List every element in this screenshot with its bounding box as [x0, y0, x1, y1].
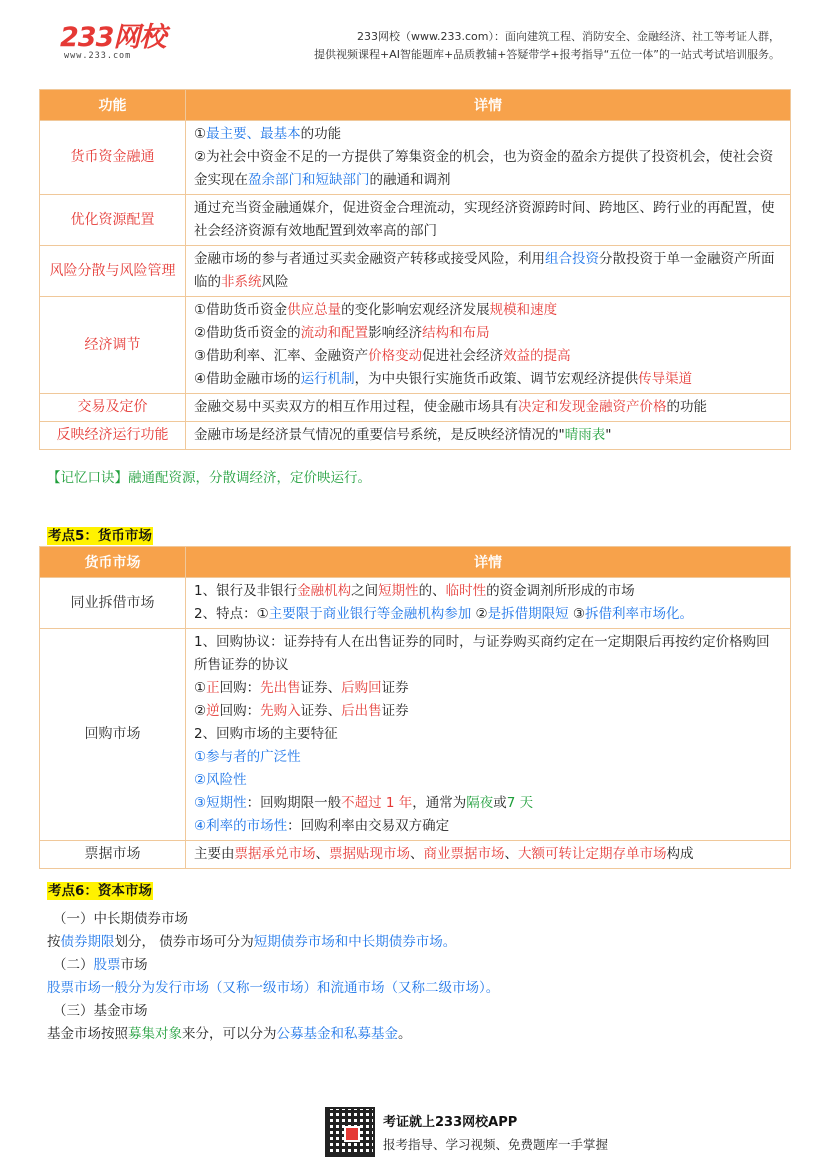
detail-line [194, 322, 782, 345]
kp6-line1 [47, 931, 787, 954]
text-segment: 证券、 [300, 703, 342, 719]
money-market-table [39, 546, 791, 869]
detail-line [194, 700, 782, 723]
text-segment: ① [194, 126, 207, 142]
detail-line [194, 299, 782, 322]
row-label: 经济调节 [40, 297, 186, 394]
text-segment: ①参与者的广泛性 [194, 749, 301, 765]
kp6-line2 [47, 977, 787, 1000]
text-segment: 回购： [219, 680, 261, 696]
table-row [40, 195, 791, 246]
detail-line [194, 843, 782, 866]
detail-line [194, 769, 782, 792]
text-segment: 的融通和调剂 [369, 172, 451, 188]
text-segment: ，为中央银行实施货币政策、调节宏观经济提供 [354, 371, 639, 387]
row-label: 货币资金融通 [40, 121, 186, 195]
detail-line [194, 677, 782, 700]
text-segment: 的、 [418, 583, 446, 599]
text-segment: 传导渠道 [638, 371, 693, 387]
header-desc-line2: 提供视频课程+AI智能题库+品质教辅+答疑带学+报考指导“五位一体”的一站式考试培训服务。 [313, 48, 780, 61]
text-segment: ②借助货币资金的 [194, 325, 301, 341]
row-label: 同业拆借市场 [40, 578, 186, 629]
text-segment: 风险 [261, 274, 289, 290]
text-segment: 或 [493, 795, 507, 811]
row-detail [186, 297, 791, 394]
brand-logo[interactable] [60, 24, 200, 64]
text-segment: 价格变动 [368, 348, 423, 364]
col-header-market: 货币市场 [40, 547, 186, 578]
text-segment: " [605, 427, 612, 443]
row-detail [186, 246, 791, 297]
text-segment: ③ [194, 795, 207, 811]
col-header-detail: 详情 [186, 90, 791, 121]
detail-line [194, 723, 782, 746]
text-segment: 金融市场的参与者通过买卖金融资产转移或接受风险，利用 [194, 251, 545, 267]
row-detail [186, 578, 791, 629]
money-market-table-body [40, 578, 791, 869]
text-segment: ②风险性 [194, 772, 247, 788]
header-desc-line1: 233网校（www.233.com）：面向建筑工程、消防安全、金融经济、社工等考证人群， [357, 30, 780, 43]
qr-code-icon[interactable] [325, 1107, 375, 1157]
text-segment: 隔夜 [466, 795, 494, 811]
text-segment: ③借助利率、汇率、金融资产 [194, 348, 369, 364]
text-segment: 股票市场一般分为发行市场（又称一级市场）和流通市场（又称二级市场）。 [47, 980, 500, 996]
text-segment: 2、特点：① [194, 606, 269, 622]
text-segment: 、 [410, 846, 424, 862]
text-segment: 主要限于商业银行等金融机构参加 [268, 606, 472, 622]
text-segment: 组合投资 [545, 251, 599, 267]
text-segment: 分散投资于单一金融资产所面临的 [194, 251, 775, 290]
text-segment: ①借助货币资金 [194, 302, 288, 318]
text-segment: 主要由 [194, 846, 235, 862]
text-segment: ② [471, 606, 488, 622]
text-segment: 回购： [219, 703, 261, 719]
row-detail [186, 394, 791, 422]
text-segment: 1、银行及非银行 [194, 583, 298, 599]
col-header-function: 功能 [40, 90, 186, 121]
text-segment: 、 [504, 846, 518, 862]
text-segment: 票据承兑市场 [234, 846, 316, 862]
row-label: 交易及定价 [40, 394, 186, 422]
text-segment: 正 [206, 680, 220, 696]
text-segment: ③ [568, 606, 586, 622]
text-segment: 先购入 [260, 703, 301, 719]
kp6-title: 考点6：资本市场 [48, 883, 152, 899]
text-segment: ：回购利率由交易双方确定 [287, 818, 450, 834]
detail-line [194, 368, 782, 391]
capital-market-section [47, 908, 787, 1046]
text-segment: ②为社会中资金不足的一方提供了筹集资金的机会，也为资金的盈余方提供了投资机会，使社会资金实现在 [194, 149, 774, 188]
kp6-sub2 [47, 954, 787, 977]
text-segment: 的功能 [300, 126, 342, 142]
text-segment: 的资金调剂所形成的市场 [486, 583, 635, 599]
row-detail [186, 195, 791, 246]
text-segment: 商业票据市场 [423, 846, 505, 862]
functions-table-body [40, 121, 791, 450]
text-segment: 先出售 [260, 680, 301, 696]
text-segment: 结构和布局 [422, 325, 490, 341]
text-segment: 影响经济 [368, 325, 423, 341]
memory-mnemonic: 【记忆口诀】融通配资源，分散调经济，定价映运行。 [47, 470, 371, 486]
text-segment: 划分， 债券市场可分为 [114, 934, 254, 950]
text-segment: 证券 [381, 703, 409, 719]
text-segment: 金融交易中买卖双方的相互作用过程，使金融市场具有 [194, 399, 518, 415]
text-segment: 之间 [351, 583, 379, 599]
text-segment: 运行机制 [300, 371, 355, 387]
text-segment: 按 [47, 934, 61, 950]
text-segment: 规模和速度 [489, 302, 558, 318]
text-segment: 是拆借期限短 [487, 606, 569, 622]
detail-line [194, 396, 782, 419]
detail-line [194, 580, 782, 603]
text-segment: 债券期限 [60, 934, 115, 950]
text-segment: 的变化影响宏观经济发展 [341, 302, 490, 318]
detail-line [194, 146, 782, 192]
table-row [40, 578, 791, 629]
table-row [40, 422, 791, 450]
table-row [40, 629, 791, 841]
text-segment: 市场 [120, 957, 148, 973]
detail-line [194, 424, 782, 447]
text-segment: 不超过 1 年 [341, 795, 413, 811]
kp6-sub1: （一）中长期债券市场 [53, 911, 188, 927]
table-row [40, 841, 791, 869]
text-segment: ② [194, 703, 207, 719]
col-header-detail: 详情 [186, 547, 791, 578]
text-segment: （二） [53, 957, 94, 973]
table-row [40, 394, 791, 422]
row-detail [186, 422, 791, 450]
row-detail [186, 841, 791, 869]
detail-line [194, 631, 782, 677]
text-segment: 1、回购协议：证券持有人在出售证券的同时，与证券购买商约定在一定期限后再按约定价格购回所售证券的协议 [194, 634, 770, 673]
text-segment: 基金市场按照 [47, 1026, 128, 1042]
row-detail [186, 629, 791, 841]
text-segment: ① [194, 680, 207, 696]
text-segment: 效益的提高 [503, 348, 571, 364]
text-segment: ④利率的市场性 [194, 818, 288, 834]
text-segment: 2、回购市场的主要特征 [194, 726, 338, 742]
text-segment: 的功能 [666, 399, 707, 415]
text-segment: 证券 [381, 680, 409, 696]
text-segment: 公募基金和私募基金 [276, 1026, 398, 1042]
text-segment: 后出售 [341, 703, 382, 719]
row-label: 回购市场 [40, 629, 186, 841]
text-segment: 、 [315, 846, 329, 862]
row-label: 票据市场 [40, 841, 186, 869]
text-segment: 促进社会经济 [422, 348, 504, 364]
kp6-sub3: （三）基金市场 [53, 1003, 148, 1019]
text-segment: 证券、 [300, 680, 342, 696]
text-segment: 盈余部门和短缺部门 [248, 172, 370, 188]
table-row [40, 297, 791, 394]
detail-line [194, 603, 782, 626]
page-header [46, 18, 786, 68]
text-segment: 逆 [206, 703, 220, 719]
detail-line [194, 792, 782, 815]
text-segment: 构成 [666, 846, 694, 862]
row-label: 风险分散与风险管理 [40, 246, 186, 297]
text-segment: 短期债券市场和中长期债券市场。 [253, 934, 457, 950]
text-segment: 流动和配置 [300, 325, 369, 341]
text-segment: 。 [398, 1026, 412, 1042]
detail-line [194, 248, 782, 294]
text-segment: 后购回 [341, 680, 382, 696]
logo-text: 233网校 [60, 22, 166, 53]
table-row [40, 121, 791, 195]
footer-title: 考证就上233网校APP [383, 1115, 518, 1130]
text-segment: 募集对象 [128, 1026, 182, 1042]
row-label: 优化资源配置 [40, 195, 186, 246]
text-segment: 7 天 [506, 795, 534, 811]
text-segment: 非系统 [221, 274, 262, 290]
text-segment: 短期性 [206, 795, 247, 811]
text-segment: 通过充当资金融通媒介，促进资金合理流动，实现经济资源跨时间、跨地区、跨行业的再配置，使社会经济资源有效地配置到效率高的部门 [194, 200, 775, 239]
detail-line [194, 815, 782, 838]
footer-subtitle: 报考指导、学习视频、免费题库一手掌握 [383, 1137, 609, 1152]
detail-line [194, 345, 782, 368]
text-segment: 票据贴现市场 [329, 846, 410, 862]
kp6-line3 [47, 1023, 787, 1046]
detail-line [194, 123, 782, 146]
row-detail [186, 121, 791, 195]
header-description [314, 28, 780, 64]
text-segment: 决定和发现金融资产价格 [518, 399, 667, 415]
detail-line [194, 746, 782, 769]
text-segment: 股票 [93, 957, 121, 973]
text-segment: 供应总量 [287, 302, 342, 318]
text-segment: ，通常为 [412, 795, 467, 811]
text-segment: 来分，可以分为 [182, 1026, 277, 1042]
detail-line [194, 197, 782, 243]
app-promo-footer [325, 1107, 645, 1162]
text-segment: 金融机构 [297, 583, 352, 599]
table-row [40, 246, 791, 297]
text-segment: 大额可转让定期存单市场 [518, 846, 667, 862]
text-segment: ：回购期限一般 [246, 795, 342, 811]
text-segment: ④借助金融市场的 [194, 371, 301, 387]
text-segment: 短期性 [378, 583, 419, 599]
kp5-title: 考点5：货币市场 [48, 528, 152, 544]
functions-table [39, 89, 791, 450]
text-segment: 金融市场是经济景气情况的重要信号系统，是反映经济情况的" [194, 427, 565, 443]
row-label: 反映经济运行功能 [40, 422, 186, 450]
text-segment: 最主要、最基本 [206, 126, 301, 142]
logo-url: www.233.com [64, 51, 132, 61]
text-segment: 晴雨表 [564, 427, 606, 443]
text-segment: 临时性 [445, 583, 487, 599]
text-segment: 拆借利率市场化。 [585, 606, 694, 622]
